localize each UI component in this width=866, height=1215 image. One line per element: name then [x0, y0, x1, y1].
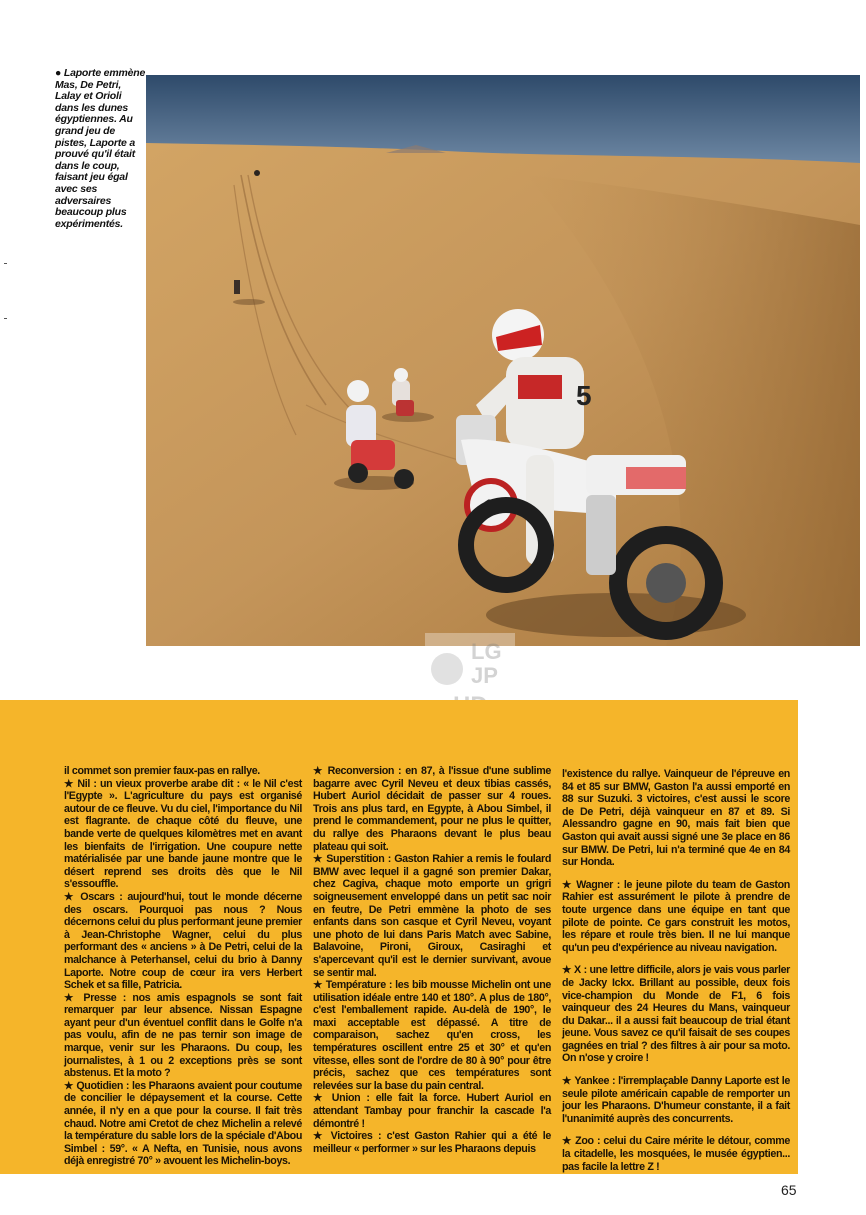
svg-text:1: 1 [483, 495, 496, 520]
paragraph: l'existence du rallye. Vainqueur de l'épreuve en 84 et 85 sur BMW, Gaston l'a aussi emporté en 88 sur Suzuki. 3 victoires, c'est aussi le score de De Petri, déjà vainqueur en 87 et 89. Si Alessandro gagne en 90, mais fait bien que Gaston qui avait aussi signé une 3e place en 86 sur BMW. De Petri, lui n'a terminé que 4e en 84 sur Honda. [562, 768, 790, 869]
margin-mark [4, 318, 7, 319]
text-column-3 [562, 768, 790, 1173]
paragraph: ★ Yankee : l'irremplaçable Danny Laporte est le seule pilote américain capable de remporter un jour les Pharaons. D'humeur constante, il a fait l'unanimité auprès des concurrents. [562, 1075, 790, 1125]
desert-rally-photo [146, 75, 860, 646]
paragraph: ★ Oscars : aujourd'hui, tout le monde décerne des oscars. Pourquoi pas nous ? Nous décernons celui du plus performant jeune premier à Jean-Christophe Wagner, celui du plus performant des « anciens » à De Petri, celui de la malchance à Peterhansel, celui du brio à Danny Laporte. Notre coup de cœur ira vers Herbert Schek et sa fille, Patricia. [64, 890, 302, 992]
margin-mark [4, 263, 7, 264]
paragraph: ★ Zoo : celui du Caire mérite le détour, comme la citadelle, les mosquées, le musée égyptien... pas facile la lettre Z ! [562, 1135, 790, 1173]
paragraph: ★ Presse : nos amis espagnols se sont fait remarquer par leur absence. Nissan Espagne ayant peur d'un éventuel conflit dans le Golfe n'a pas voulu, afin de ne pas ternir son image de marque, venir sur les Pharaons. Du coup, les journalistes, à 1 ou 2 exceptions près se sont abstenus. Et la moto ? [64, 991, 302, 1080]
paragraph: ★ X : une lettre difficile, alors je vais vous parler de Jacky Ickx. Brillant au possible, deux fois vice-champion du Monde de F1, 6 fois vainqueur des 24 Heures du Mans, vainqueur du Dakar... il a aussi fait beaucoup de trial étant jeune. Vous savez ce qu'il faisait de ses coupes gagnées en trial ? des filtres à air pour sa moto. On n'ose y croire ! [562, 964, 790, 1065]
watermark-line2: JP [471, 663, 498, 688]
paragraph: ★ Superstition : Gaston Rahier a remis le foulard BMW avec lequel il a gagné son premier Dakar, chez Cagiva, chaque moto emporte un grigri soigneusement enveloppé dans un petit sac noir en feutre, De Petri emmène la photo de ses enfants dans son casque et Cyril Neveu, voyant une photo de lui dans Paris Match avec Sabine, Balavoine, Pironi, Giroux, Casiraghi et s'apercevant qu'il est le dernier survivant, avoue se sentir mal. [313, 853, 551, 979]
paragraph: ★ Union : elle fait la force. Hubert Auriol en attendant Tambay pour franchir la cascade l'a démontré ! [313, 1092, 551, 1130]
paragraph: ★ Reconversion : en 87, à l'issue d'une sublime bagarre avec Cyril Neveu et deux tibias cassés, Hubert Auriol décidait de passer sur 4 roues. Trois ans plus tard, en Egypte, à Abou Simbel, il prend le commandement, pour ne plus le quitter, du rallye des Pharaons devant le plus beau plateau qui soit. [313, 765, 551, 853]
watermark-line1: LG [471, 639, 502, 664]
paragraph: il commet son premier faux-pas en rallye. [64, 765, 260, 777]
bike-number: 5 [576, 380, 592, 411]
paragraph: ★ Wagner : le jeune pilote du team de Gaston Rahier est assurément le pilote à prendre de toute urgence dans une équipe en tant que pilote de pointe. Ce gars construit les motos, les répare et roule très bien. Il ne lui manque qu'un peu d'expérience au niveau navigation. [562, 878, 790, 954]
text-column-1 [64, 765, 302, 1168]
paragraph: ★ Nil : un vieux proverbe arabe dit : « le Nil c'est l'Egypte ». L'agriculture du pays est organisé autour de ce fleuve. Vu du ciel, l'importance du Nil est flagrante. de chaque côté du fleuve, une bande verte de quelques kilomètres met en avant les bienfaits de l'irrigation. Une coupure nette matérialisée par une bande jaune montre que le désert reprend ses droits dès que le Nil s'essouffle. [64, 777, 302, 891]
paragraph: ★ Victoires : c'est Gaston Rahier qui a été le meilleur « performer » sur les Pharaons depuis [313, 1130, 551, 1155]
paragraph: ★ Quotidien : les Pharaons avaient pour coutume de concilier le dépaysement et la course. Cette année, il n'y en a que pour la course. Il fait très chaud. Notre ami Cretot de chez Michelin a relevé la température du sable lors de la spéciale d'Abou Simbel : 59°. « A Nefta, en Tunisie, nous avons déjà enregistré 70° » avouent les Michelin-boys. [64, 1079, 302, 1168]
text-column-2 [313, 765, 551, 1155]
page-number: 65 [781, 1182, 797, 1198]
paragraph: ★ Température : les bib mousse Michelin ont une utilisation idéale entre 140 et 180°. A plus de 180°, c'est l'emballement rapide. Au-delà de 190°, le maxi acceptable est dépassé. A titre de comparaison, sachez qu'en cross, les températures oscillent entre 25 et 30° et qu'en vitesse, elles sont de l'ordre de 80 à 90° pour être précis, sachez que ces températures sont relevées sur la base du pain central. [313, 979, 551, 1092]
photo-caption: ● Laporte emmène Mas, De Petri, Lalay et Orioli dans les dunes égyptiennes. Au grand jeu de pistes, Laporte a prouvé qu'il était dans le coup, faisant jeu égal avec ses adversaires beaucoup plus expérimentés. [55, 67, 146, 230]
